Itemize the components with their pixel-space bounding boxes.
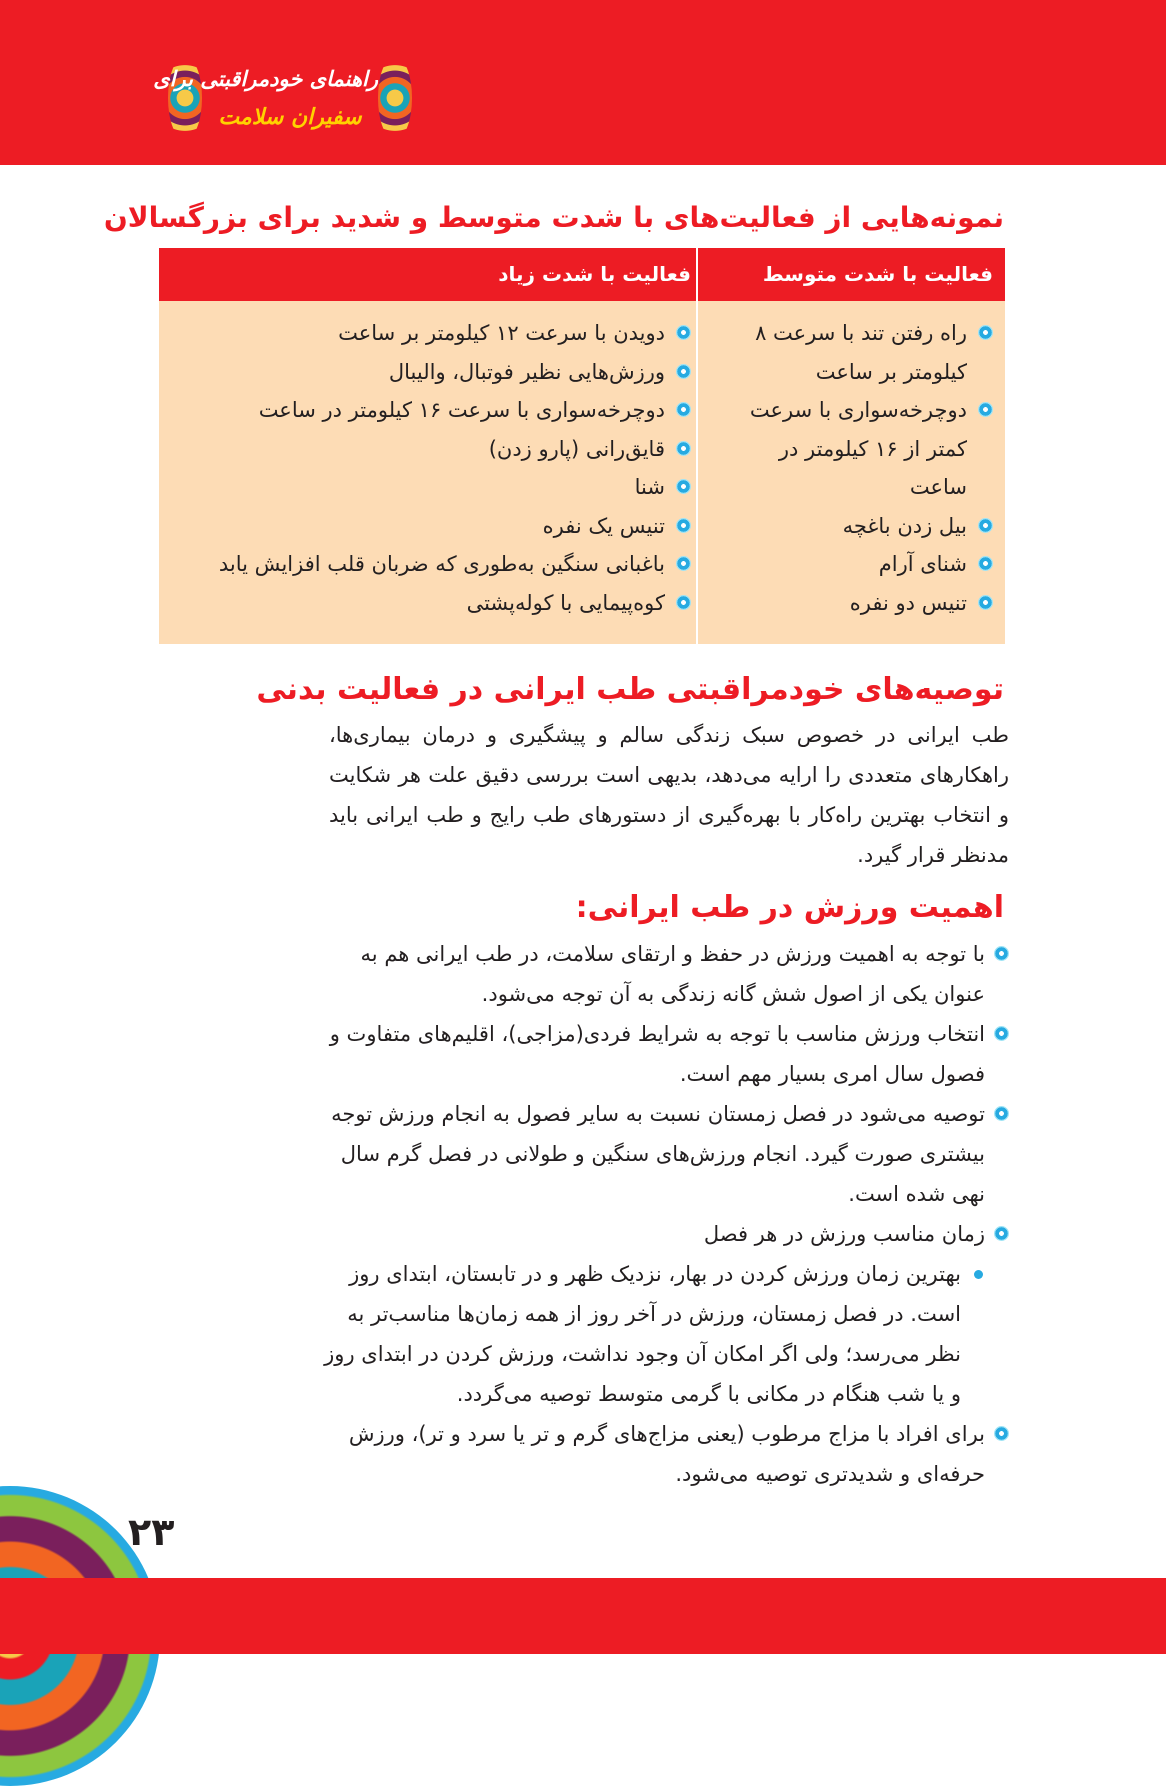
list-item: انتخاب ورزش مناسب با توجه به شرایط فردی(مزاجی)، اقلیم‌های متفاوت و فصول سال امری بسیار مهم است. [319, 1014, 1009, 1094]
header-vigorous: فعالیت با شدت زیاد [498, 262, 691, 286]
flower-bullet-icon [676, 595, 691, 610]
flower-bullet-icon [676, 556, 691, 571]
flower-bullet-icon [978, 325, 993, 340]
list-item: راه رفتن تند با سرعت ۸ کیلومتر بر ساعت [717, 314, 993, 391]
logo-subtitle: سفیران سلامت [218, 104, 362, 130]
flower-bullet-icon [676, 518, 691, 533]
list-item: قایق‌رانی (پارو زدن) [171, 430, 691, 469]
flower-bullet-icon [676, 325, 691, 340]
list-item: تنیس یک نفره [171, 507, 691, 546]
vigorous-column [171, 314, 691, 622]
activity-table [159, 248, 1005, 644]
list-item: شنای آرام [717, 545, 993, 584]
list-item: برای افراد با مزاج مرطوب (یعنی مزاج‌های گرم و تر یا سرد و تر)، ورزش حرفه‌ای و شدیدتری توصیه می‌شود. [319, 1414, 1009, 1494]
list-item: زمان مناسب ورزش در هر فصل [319, 1214, 1009, 1254]
flower-bullet-icon [994, 1106, 1009, 1121]
flower-bullet-icon [994, 1026, 1009, 1041]
list-item: دوچرخه‌سواری با سرعت کمتر از ۱۶ کیلومتر در ساعت [717, 391, 993, 507]
mandala-ornament-right [378, 56, 412, 140]
book-logo [153, 54, 412, 146]
list-item: کوه‌پیمایی با کوله‌پشتی [171, 584, 691, 623]
list-item: شنا [171, 468, 691, 507]
list-item: دویدن با سرعت ۱۲ کیلومتر بر ساعت [171, 314, 691, 353]
selfcare-paragraph: طب ایرانی در خصوص سبک زندگی سالم و پیشگیری و درمان بیماری‌ها، راهکارهای متعددی را ارایه می‌دهد، بدیهی است بررسی دقیق علت هر شکایت و انتخاب بهترین راه‌کار با بهره‌گیری از دستورهای طب رایج و طب ایرانی باید مدنظر قرار گیرد. [329, 723, 1009, 867]
page-number: ۲۳ [128, 1510, 175, 1554]
flower-bullet-icon [978, 402, 993, 417]
flower-bullet-icon [676, 441, 691, 456]
list-item: توصیه می‌شود در فصل زمستان نسبت به سایر فصول به انجام ورزش توجه بیشتری صورت گیرد. انجام ورزش‌های سنگین و طولانی در فصل گرم سال نهی شده است. [319, 1094, 1009, 1214]
flower-bullet-icon [676, 402, 691, 417]
section-heading-exercise: اهمیت ورزش در طب ایرانی: [575, 890, 1004, 925]
flower-bullet-icon [676, 364, 691, 379]
table-header-row [159, 248, 1005, 301]
sub-list-item: بهترین زمان ورزش کردن در بهار، نزدیک ظهر و در تابستان، ابتدای روز است. در فصل زمستان، ورزش در آخر روز از همه زمان‌ها مناسب‌تر به نظر می‌رسد؛ ولی اگر امکان آن وجود نداشت، ورزش کردن در ابتدای روز و یا شب هنگام در مکانی با گرمی متوسط توصیه می‌گردد. [319, 1254, 985, 1414]
column-divider [696, 248, 698, 644]
flower-bullet-icon [978, 556, 993, 571]
table-title: نمونه‌هایی از فعالیت‌های با شدت متوسط و شدید برای بزرگسالان [103, 201, 1004, 234]
header-moderate: فعالیت با شدت متوسط [762, 262, 993, 286]
dot-bullet-icon [974, 1270, 983, 1279]
flower-bullet-icon [994, 946, 1009, 961]
list-item: با توجه به اهمیت ورزش در حفظ و ارتقای سلامت، در طب ایرانی هم به عنوان یکی از اصول شش گانه زندگی به آن توجه می‌شود. [319, 934, 1009, 1014]
list-item: باغبانی سنگین به‌طوری که ضربان قلب افزایش یابد [171, 545, 691, 584]
flower-bullet-icon [676, 479, 691, 494]
footer-band [0, 1578, 1166, 1654]
list-item: ورزش‌هایی نظیر فوتبال، والیبال [171, 353, 691, 392]
flower-bullet-icon [978, 518, 993, 533]
moderate-column [717, 314, 993, 622]
flower-bullet-icon [978, 595, 993, 610]
flower-bullet-icon [994, 1426, 1009, 1441]
list-item: بیل زدن باغچه [717, 507, 993, 546]
logo-title: راهنمای خودمراقبتی برای [153, 66, 378, 91]
list-item: تنیس دو نفره [717, 584, 993, 623]
list-item: دوچرخه‌سواری با سرعت ۱۶ کیلومتر در ساعت [171, 391, 691, 430]
flower-bullet-icon [994, 1226, 1009, 1241]
section-heading-selfcare: توصیه‌های خودمراقبتی طب ایرانی در فعالیت بدنی [256, 672, 1004, 707]
exercise-points [319, 934, 1009, 1494]
